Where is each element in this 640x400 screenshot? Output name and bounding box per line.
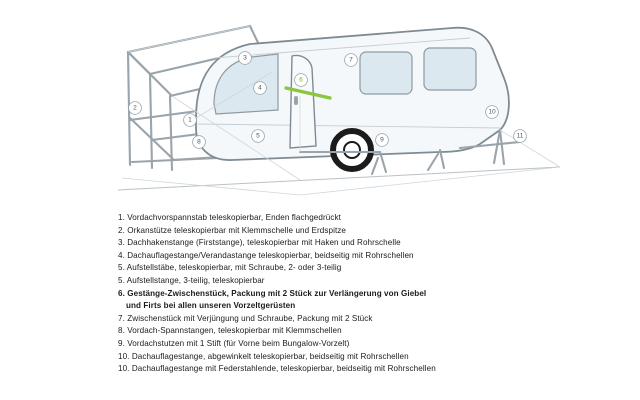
ground-line	[118, 167, 560, 190]
svg-text:5: 5	[256, 132, 260, 140]
caravan-wheel	[333, 131, 371, 169]
callout-7	[345, 54, 358, 67]
legend-list	[0, 212, 640, 400]
list-item: 10. Dachauflagestange, abgewinkelt teleskopierbar, beidseitig mit Rohrschellen	[118, 351, 409, 361]
svg-text:1: 1	[188, 116, 192, 124]
list-item-label-continued: und Firts bei allen unseren Vorzeltgerüsten	[126, 301, 296, 311]
callout-6	[295, 74, 308, 87]
svg-text:11: 11	[516, 132, 524, 140]
list-item: 2. Orkanstütze teleskopierbar mit Klemmschelle und Erdspitze	[118, 225, 346, 235]
list-item-label: 6. Gestänge-Zwischenstück, Packung mit 2 Stück zur Verlängerung von Giebel	[118, 288, 427, 298]
list-item: 9. Vordachstutzen mit 1 Stift (für Vorne beim Bungalow-Vorzelt)	[118, 338, 350, 348]
list-item: 5. Aufstellstäbe, teleskopierbar, mit Schraube, 2- oder 3-teilig	[118, 263, 342, 273]
callout-1	[184, 114, 197, 127]
svg-text:10: 10	[488, 108, 496, 116]
svg-text:9: 9	[380, 136, 384, 144]
svg-text:6: 6	[299, 76, 303, 84]
callout-4	[254, 82, 267, 95]
svg-text:4: 4	[258, 84, 262, 92]
callout-11	[514, 130, 527, 143]
callout-2	[129, 102, 142, 115]
ground-line-2	[122, 167, 560, 195]
caravan-door	[290, 56, 316, 149]
list-item: 3. Dachhakenstange (Firststange), teleskopierbar mit Haken und Rohrschelle	[118, 238, 401, 248]
callout-10	[486, 106, 499, 119]
list-item: 4. Dachauflagestange/Verandastange teleskopierbar, beidseitig mit Rohrschellen	[118, 250, 414, 260]
list-item: 10. Dachauflagestange mit Federstahlende, teleskopierbar, beidseitig mit Rohrschellen	[118, 364, 436, 374]
svg-text:7: 7	[349, 56, 353, 64]
svg-text:2: 2	[133, 104, 137, 112]
svg-text:8: 8	[197, 138, 201, 146]
callout-9	[376, 134, 389, 147]
callout-8	[193, 136, 206, 149]
list-item: 8. Vordach-Spannstangen, teleskopierbar mit Klemmschellen	[118, 326, 342, 336]
list-item: 5. Aufstellstange, 3-teilig, teleskopierbar	[118, 275, 265, 285]
list-item: 1. Vordachvorspannstab teleskopierbar, Enden flachgedrückt	[118, 213, 341, 222]
callout-3	[239, 52, 252, 65]
svg-text:3: 3	[243, 54, 247, 62]
list-item-highlighted	[118, 288, 584, 313]
list-item: 7. Zwischenstück mit Verjüngung und Schraube, Packung mit 2 Stück	[118, 313, 373, 323]
callout-5	[252, 130, 265, 143]
